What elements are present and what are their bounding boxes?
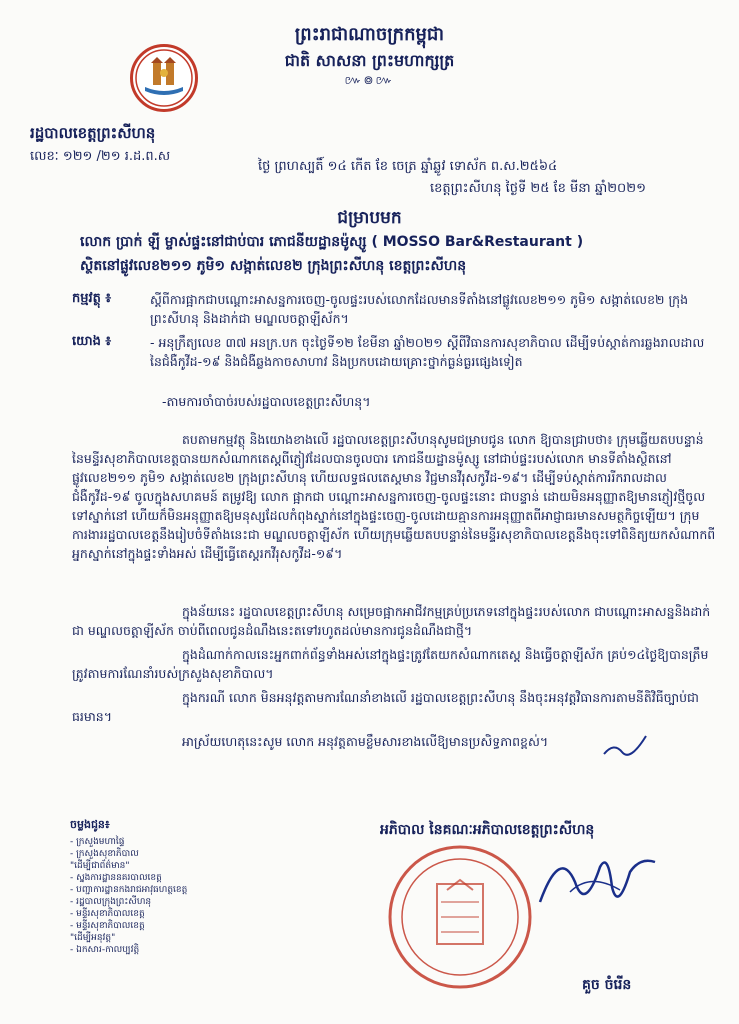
official-stamp	[385, 842, 535, 992]
issuing-authority: រដ្ឋបាលខេត្តព្រះសីហនុ	[30, 124, 156, 142]
notice-title: ជម្រាបមក	[337, 208, 402, 228]
body-paragraph: ក្នុងន័យនេះ រដ្ឋបាលខេត្តព្រះសីហនុ សម្រេចផ្អាកអាជីវកម្មគ្រប់ប្រភេទនៅក្នុងផ្ទះរបស់លោក ជាបណ្តោះអាសន្ននិងដាក់ជា មណ្ឌលចត្តាឡីស័ក ចាប់ពីពេលជូនដំណឹងនេះតទៅរហូតដល់មានការជូនដំណឹងជាថ្មី។	[72, 604, 711, 638]
subject-text: ស្តីពីការផ្អាកជាបណ្តោះអាសន្នការចេញ-ចូលផ្ទះរបស់លោកដែលមានទីតាំងនៅផ្លូវលេខ២១១ ភូមិ១ សង្កាត់លេខ២ ក្រុងព្រះសីហនុ និងដាក់ជា មណ្ឌលចត្តាឡីស័ក។	[150, 292, 689, 326]
references-label: យោង ៖	[72, 334, 112, 349]
national-motto: ជាតិ សាសនា ព្រះមហាក្សត្រ	[284, 51, 455, 70]
cc-list	[70, 836, 187, 956]
cc-item: - ស្នងការដ្ឋាននគរបាលខេត្ត	[70, 873, 162, 883]
body-paragraph: អាស្រ័យហេតុនេះសូម លោក អនុវត្តតាមខ្លឹមសារខាងលើឱ្យមានប្រសិទ្ធភាពខ្ពស់។	[182, 734, 549, 749]
handwritten-signature	[530, 842, 660, 922]
cc-item: - មន្ទីរសុខាភិបាលខេត្ត	[70, 909, 145, 919]
cc-item: - រដ្ឋបាលក្រុងព្រះសីហនុ	[70, 897, 152, 907]
subject-label: កម្មវត្ថុ ៖	[72, 291, 112, 306]
cc-item: - ក្រសួងសុខាភិបាល	[70, 849, 139, 859]
signer-name: គួច ចំរើន	[582, 977, 632, 993]
cc-item: - ក្រសួងមហាផ្ទៃ	[70, 837, 125, 847]
body-paragraph: ក្នុងករណី លោក មិនអនុវត្តតាមការណែនាំខាងលើ រដ្ឋបាលខេត្តព្រះសីហនុ នឹងចុះអនុវត្តវិធានការតាមនីតិវិធីច្បាប់ជាធរមាន។	[72, 690, 699, 724]
reference-item-1: - អនុក្រឹត្យលេខ ៣៧ អនក្រ.បក ចុះថ្ងៃទី១២ ខែមីនា ឆ្នាំ២០២១ ស្តីពីវិធានការសុខាភិបាល ដើម្បីទប់ស្កាត់ការឆ្លងរាលដាលនៃជំងឺកូវីដ-១៩ និងជំងឺឆ្លងកាចសាហាវ និងប្រកបដោយគ្រោះថ្នាក់ធ្ងន់ធ្ងរផ្សេងទៀត	[150, 335, 705, 369]
initial-mark	[600, 732, 650, 762]
ornament-divider: ៚៙៚	[344, 73, 395, 87]
body-paragraph: ក្នុងដំណាក់កាលនេះអ្នកពាក់ព័ន្ធទាំងអស់នៅក្នុងផ្ទះត្រូវតែយកសំណាកតេស្ត និងធ្វើចត្តាឡីស័ក គ្រប់១៤ថ្ងៃឱ្យបានត្រឹមត្រូវតាមការណែនាំរបស់ក្រសួងសុខាភិបាល។	[72, 647, 709, 681]
cc-item: - ឯកសារ-កាលប្បវត្តិ	[70, 945, 140, 955]
recipient-line-2: ស្ថិតនៅផ្លូវលេខ២១១ ភូមិ១ សង្កាត់លេខ២ ក្រុងព្រះសីហនុ ខេត្តព្រះសីហនុ	[80, 258, 467, 274]
kingdom-heading: ព្រះរាជាណាចក្រកម្ពុជា	[294, 24, 445, 45]
cc-item: "ដើម្បីអនុវត្ត"	[70, 933, 116, 943]
solar-date: ខេត្តព្រះសីហនុ ថ្ងៃទី ២៥ ខែ មីនា ឆ្នាំ២០២១	[430, 181, 646, 196]
lunar-date: ថ្ងៃ ព្រហស្បតិ៍ ១៤ កើត ខែ ចេត្រ ឆ្នាំឆ្លូវ ទោស័ក ព.ស.២៥៦៤	[258, 159, 558, 174]
recipient-line-1: លោក ប្រាក់ ឡី ម្ចាស់ផ្ទះនៅជាប់បារ ភោជនីយដ្ឋានម៉ូស្សូ ( MOSSO Bar&Restaurant )	[80, 234, 584, 250]
body-paragraph: តបតាមកម្មវត្ថុ និងយោងខាងលើ រដ្ឋបាលខេត្តព្រះសីហនុសូមជម្រាបជូន លោក ឱ្យបានជ្រាបថា៖ ក្រុមឆ្លើយតបបន្ទាន់ នៃមន្ទីរសុខាភិបាលខេត្តបានយកសំណាកតេស្តពីភ្ញៀវដែលបានចូលបារ ភោជនីយដ្ឋានម៉ូស្សូ នៅជាប់ផ្ទះរបស់លោក មានទីតាំងស្ថិតនៅផ្លូវលេខ២១១ ភូមិ១ សង្កាត់លេខ២ ក្រុងព្រះសីហនុ ហើយលទ្ធផលតេស្តមាន វិជ្ជមានវីរុសកូវីដ-១៩។ ដើម្បីទប់ស្កាត់ការរីករាលដាលជំងឺកូវីដ-១៩ ចូលក្នុងសហគមន៍ តម្រូវឱ្យ លោក ផ្អាកជា បណ្តោះអាសន្នការចេញ-ចូលផ្ទះនោះ ជាបន្ទាន់ ដោយមិនអនុញ្ញាតឱ្យមានភ្ញៀវថ្មីចូលទៅស្នាក់នៅ ហើយក៏មិនអនុញ្ញាតឱ្យមនុស្សដែលកំពុងស្នាក់នៅក្នុងផ្ទះចេញ-ចូលដោយគ្មានការអនុញ្ញាតពីអាជ្ញាធរមានសមត្ថកិច្ចឡើយ។ ក្រុមការងាររដ្ឋបាលខេត្តនឹងរៀបចំទីតាំងនេះជា មណ្ឌលចត្តាឡីស័ក ហើយក្រុមឆ្លើយតបបន្ទាន់នៃមន្ទីរសុខាភិបាលខេត្តនឹងចុះទៅពិនិត្យយកសំណាកពីអ្នកស្នាក់នៅក្នុងផ្ទះទាំងអស់ ដើម្បីធ្វើតេស្តរកវីរុសកូវីដ-១៩។	[72, 432, 716, 561]
reference-item-2: -តាមការចាំបាច់របស់រដ្ឋបាលខេត្តព្រះសីហនុ។	[162, 394, 371, 409]
cc-title: ចម្លងជូន៖	[70, 818, 110, 831]
cc-item: - បញ្ជាការដ្ឋានកងរាជអាវុធហត្ថខេត្ត	[70, 885, 188, 895]
cc-item: "ដើម្បីជាព័ត៌មាន"	[70, 861, 130, 871]
signatory-title: អភិបាល នៃគណៈអភិបាលខេត្តព្រះសីហនុ	[380, 822, 595, 838]
reference-number: លេខៈ ១២១ /២១ រ.ដ.ព.ស	[30, 149, 171, 164]
cc-item: - មន្ទីរសុខាភិបាលខេត្ត	[70, 921, 145, 931]
